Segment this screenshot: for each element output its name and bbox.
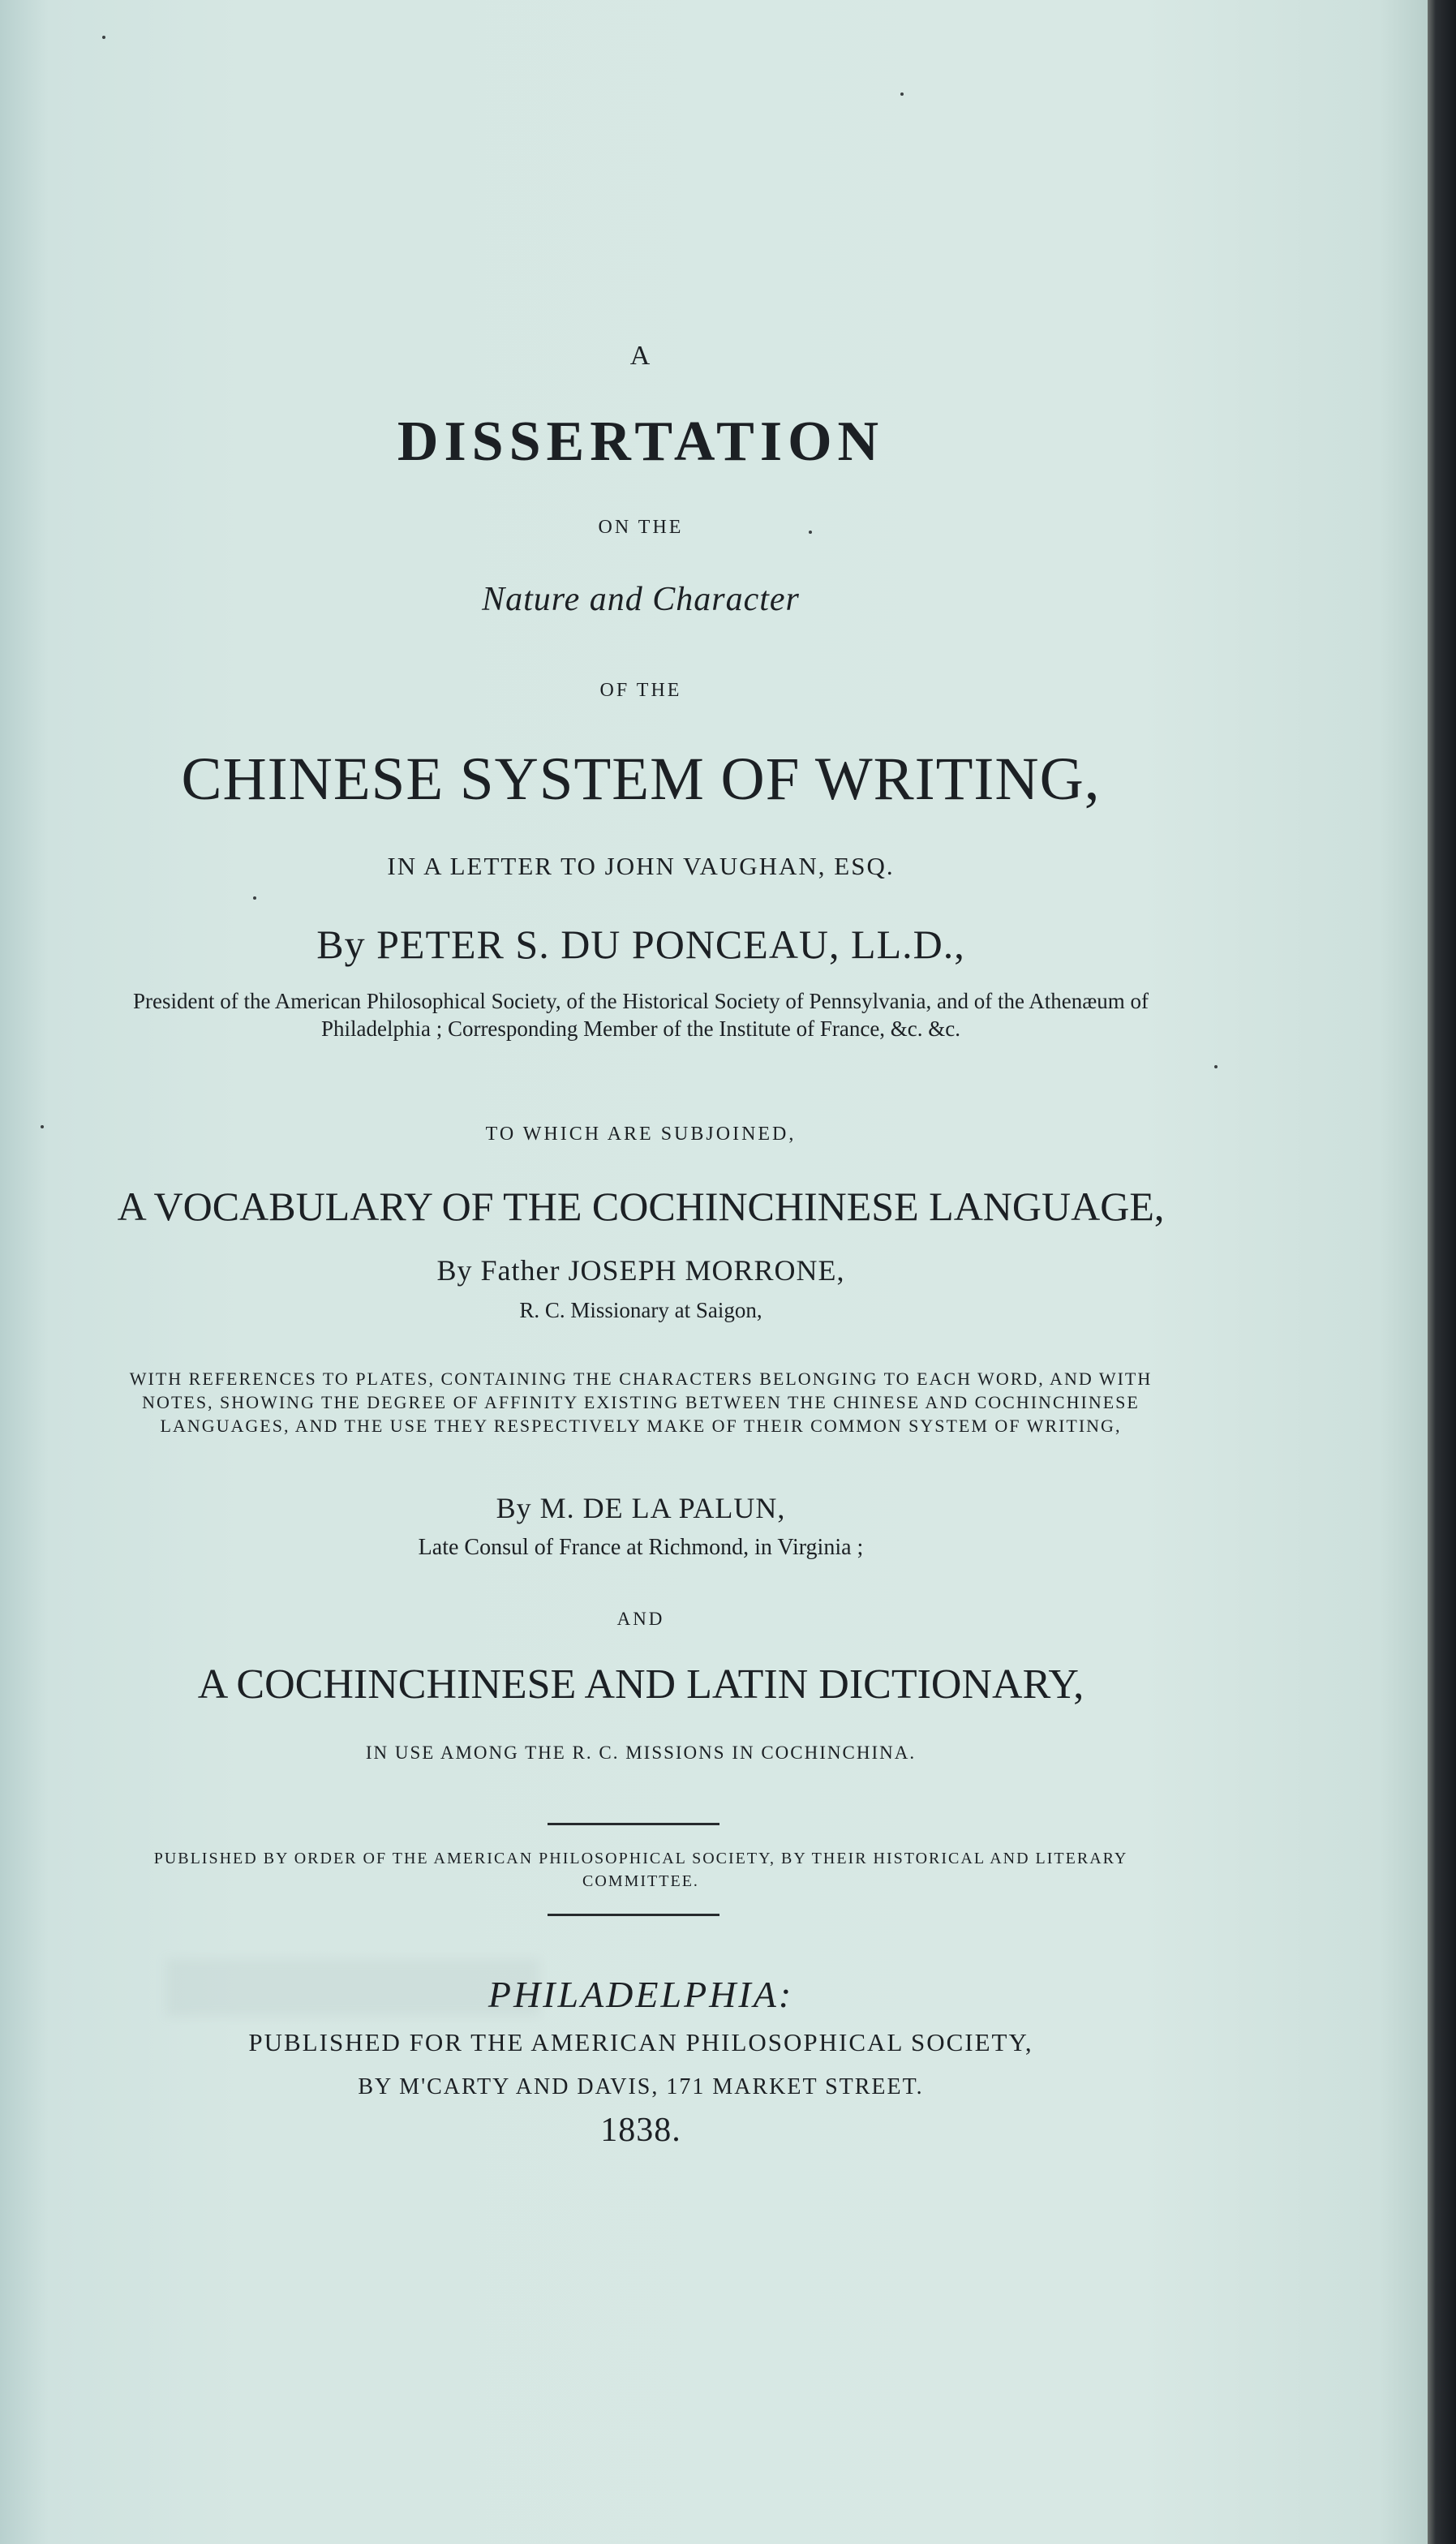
imprint-city: PHILADELPHIA: xyxy=(487,1974,794,2015)
subjoined-line: TO WHICH ARE SUBJOINED, xyxy=(485,1124,797,1145)
author-line: By PETER S. DU PONCEAU, LL.D., xyxy=(316,922,965,967)
paper-speck xyxy=(900,92,904,96)
and-line: AND xyxy=(616,1609,665,1629)
author-credentials: President of the American Philosophical Society, of the Historical Society of Pennsylvania, and of the Athenæum of Philadelphia ; Corresponding Member of the Institute of France, &c. &c. xyxy=(132,989,1149,1041)
of-the-line: OF THE xyxy=(599,680,682,701)
paper-speck xyxy=(253,896,256,900)
imprint-year: 1838. xyxy=(600,2112,681,2149)
on-the-line: ON THE xyxy=(598,517,684,538)
divider-rule xyxy=(548,1914,719,1916)
references-paragraph: WITH REFERENCES TO PLATES, CONTAINING THE CHARACTERS BELONGING TO EACH WORD, AND WITH NOTES, SHOWING THE DEGREE OF AFFINITY EXISTING BETWEEN THE CHINESE AND COCHINCHINESE LANGUAGES, AND THE USE THEY RESPECTIVELY MAKE OF THEIR COMMON SYSTEM OF WRITING, xyxy=(129,1369,1153,1436)
paper-speck xyxy=(809,531,812,534)
letter-line: IN A LETTER TO JOHN VAUGHAN, ESQ. xyxy=(387,852,895,880)
paper-speck xyxy=(1214,1065,1218,1068)
dictionary-title: A COCHINCHINESE AND LATIN DICTIONARY, xyxy=(197,1661,1084,1708)
vocabulary-title: A VOCABULARY OF THE COCHINCHINESE LANGUAGE, xyxy=(117,1184,1165,1229)
vocabulary-author: By Father JOSEPH MORRONE, xyxy=(436,1254,845,1287)
main-title: DISSERTATION xyxy=(397,410,885,473)
vocabulary-author-role: R. C. Missionary at Saigon, xyxy=(519,1298,762,1322)
paper-speck xyxy=(41,1125,44,1128)
title-article: A xyxy=(629,341,652,371)
notes-author: By M. DE LA PALUN, xyxy=(496,1492,786,1524)
divider-rule xyxy=(548,1823,719,1825)
published-by-order: PUBLISHED BY ORDER OF THE AMERICAN PHILOSOPHICAL SOCIETY, BY THEIR HISTORICAL AND LITERARY COMMITTEE. xyxy=(153,1850,1128,1890)
imprint-publisher: PUBLISHED FOR THE AMERICAN PHILOSOPHICAL SOCIETY, xyxy=(248,2028,1033,2056)
subject-title: CHINESE SYSTEM OF WRITING, xyxy=(181,746,1101,813)
imprint-printer: BY M'CARTY AND DAVIS, 171 MARKET STREET. xyxy=(358,2074,924,2099)
book-page-edge xyxy=(1428,0,1456,2544)
notes-author-role: Late Consul of France at Richmond, in Virginia ; xyxy=(418,1535,864,1560)
dictionary-use-line: IN USE AMONG THE R. C. MISSIONS IN COCHINCHINA. xyxy=(365,1743,917,1763)
paper-speck xyxy=(102,36,105,39)
nature-character-line: Nature and Character xyxy=(482,581,800,618)
